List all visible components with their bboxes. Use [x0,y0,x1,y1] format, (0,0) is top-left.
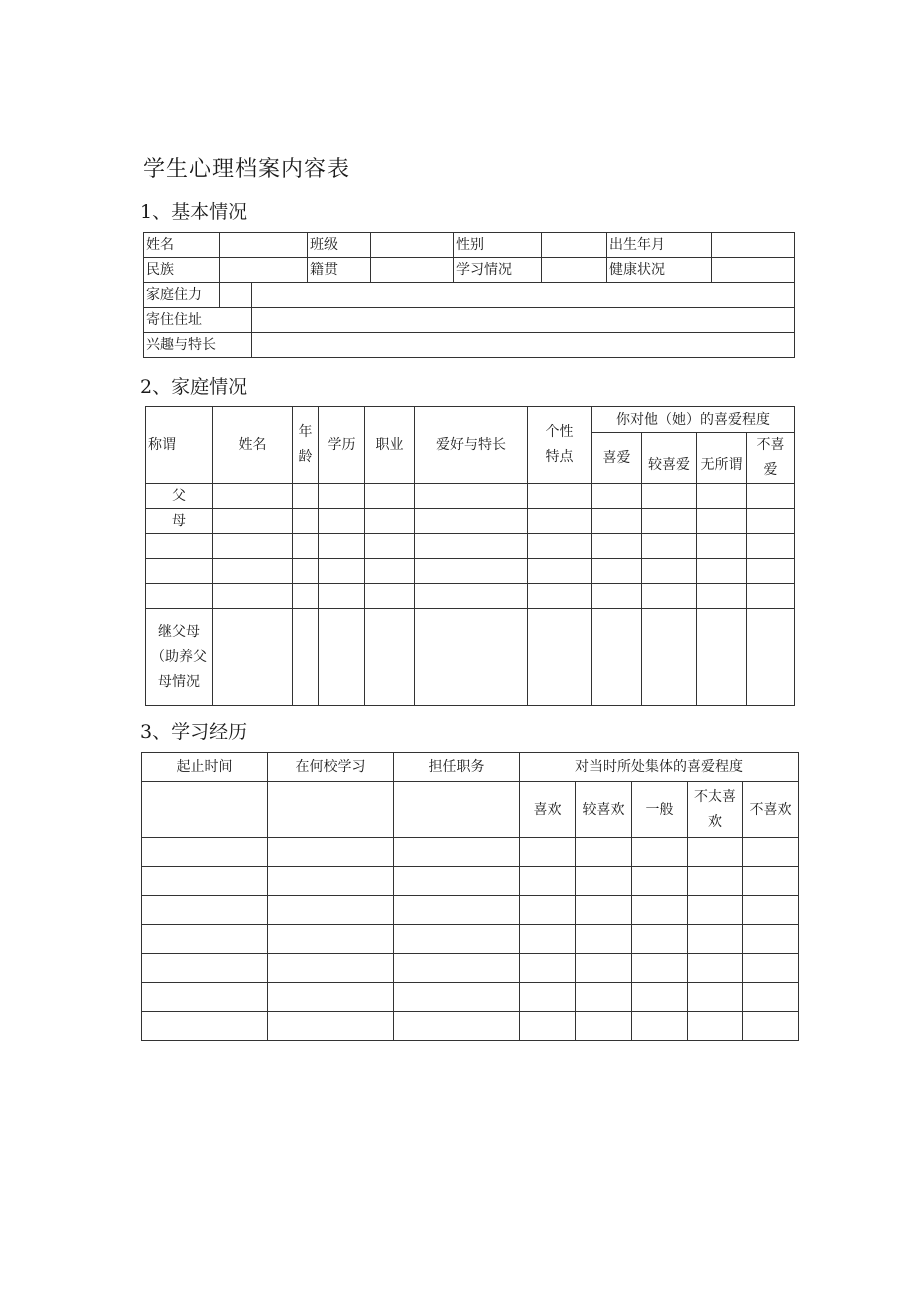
section-2-heading: 2、家庭情况 [140,376,248,398]
section-3-heading: 3、学习经历 [140,721,248,743]
gender-value[interactable] [542,233,607,258]
health-status-value[interactable] [712,258,795,283]
indifferent-header: 无所谓 [697,433,747,484]
study-header-row-2 [142,782,799,838]
personality-header [528,407,592,484]
family-row-blank [146,584,795,609]
ethnicity-value[interactable] [220,258,308,283]
step-parents-line-1: 继父母 [158,623,200,640]
family-row-blank [146,559,795,584]
family-row-blank [146,534,795,559]
boarding-address-label: 寄住住址 [144,308,252,333]
family-row-step-parents [146,609,795,706]
dislike-header-line-1: 不喜 [756,437,785,453]
like-header: 喜爱 [592,433,642,484]
hometown-value[interactable] [371,258,454,283]
study-row [142,925,799,954]
neutral-header: 一般 [632,782,688,838]
dislike-header [747,433,795,484]
like-header: 喜欢 [520,782,576,838]
family-row-father [146,484,795,509]
hobbies-row [144,333,795,358]
step-parents-line-2: （助养父 [151,648,207,665]
gender-label: 性别 [454,233,542,258]
name-label: 姓名 [144,233,220,258]
basic-info-row-1 [144,233,795,258]
study-row [142,867,799,896]
name-value[interactable] [220,233,308,258]
home-address-label: 家庭住力 [144,283,220,308]
study-row [142,983,799,1012]
position-header: 担任职务 [394,753,520,782]
birth-date-value[interactable] [712,233,795,258]
basic-info-row-2 [144,258,795,283]
not-much-like-line-2: 欢 [708,813,722,830]
birth-date-label: 出生年月 [607,233,712,258]
period-header: 起止时间 [142,753,268,782]
family-header-row-1 [146,407,795,433]
fairly-like-header: 较喜欢 [576,782,632,838]
personality-header-line-1: 个性 [545,424,574,440]
education-header: 学历 [319,407,365,484]
step-parents-line-3: 母情况 [158,673,200,690]
boarding-address-value[interactable] [252,308,795,333]
home-address-spacer [220,283,252,308]
family-row-mother [146,509,795,534]
study-row [142,838,799,867]
age-header-line-1: 年 [298,424,313,440]
ethnicity-label: 民族 [144,258,220,283]
fairly-like-header: 较喜爱 [642,433,697,484]
study-status-label: 学习情况 [454,258,542,283]
collective-liking-header: 对当时所处集体的喜爱程度 [520,753,799,782]
dislike-header-line-2: 爱 [763,462,778,478]
relation-step-parents [146,609,213,706]
study-row [142,896,799,925]
hobby-header: 爱好与特长 [415,407,528,484]
dislike-header: 不喜欢 [743,782,799,838]
personality-header-line-2: 特点 [545,449,574,465]
hobbies-label: 兴趣与特长 [144,333,252,358]
not-much-like-line-1: 不太喜 [694,788,736,805]
home-address-row [144,283,795,308]
family-table [145,406,795,706]
home-address-value[interactable] [252,283,795,308]
study-history-table [141,752,799,1041]
study-header-row-1 [142,753,799,782]
school-header: 在何校学习 [268,753,394,782]
member-name-header: 姓名 [213,407,293,484]
occupation-header: 职业 [365,407,415,484]
age-header-line-2: 龄 [298,449,313,465]
health-status-label: 健康状况 [607,258,712,283]
age-header [293,407,319,484]
study-row [142,1012,799,1041]
study-status-value[interactable] [542,258,607,283]
not-much-like-header [688,782,743,838]
class-label: 班级 [308,233,371,258]
boarding-address-row [144,308,795,333]
basic-info-table [143,232,795,358]
document-title: 学生心理档案内容表 [143,157,351,182]
relation-header: 称谓 [146,407,213,484]
hobbies-value[interactable] [252,333,795,358]
relation-mother: 母 [146,509,213,534]
study-row [142,954,799,983]
liking-group-header: 你对他（她）的喜爱程度 [592,407,795,433]
relation-father: 父 [146,484,213,509]
class-value[interactable] [371,233,454,258]
hometown-label: 籍贯 [308,258,371,283]
section-1-heading: 1、基本情况 [140,201,248,223]
